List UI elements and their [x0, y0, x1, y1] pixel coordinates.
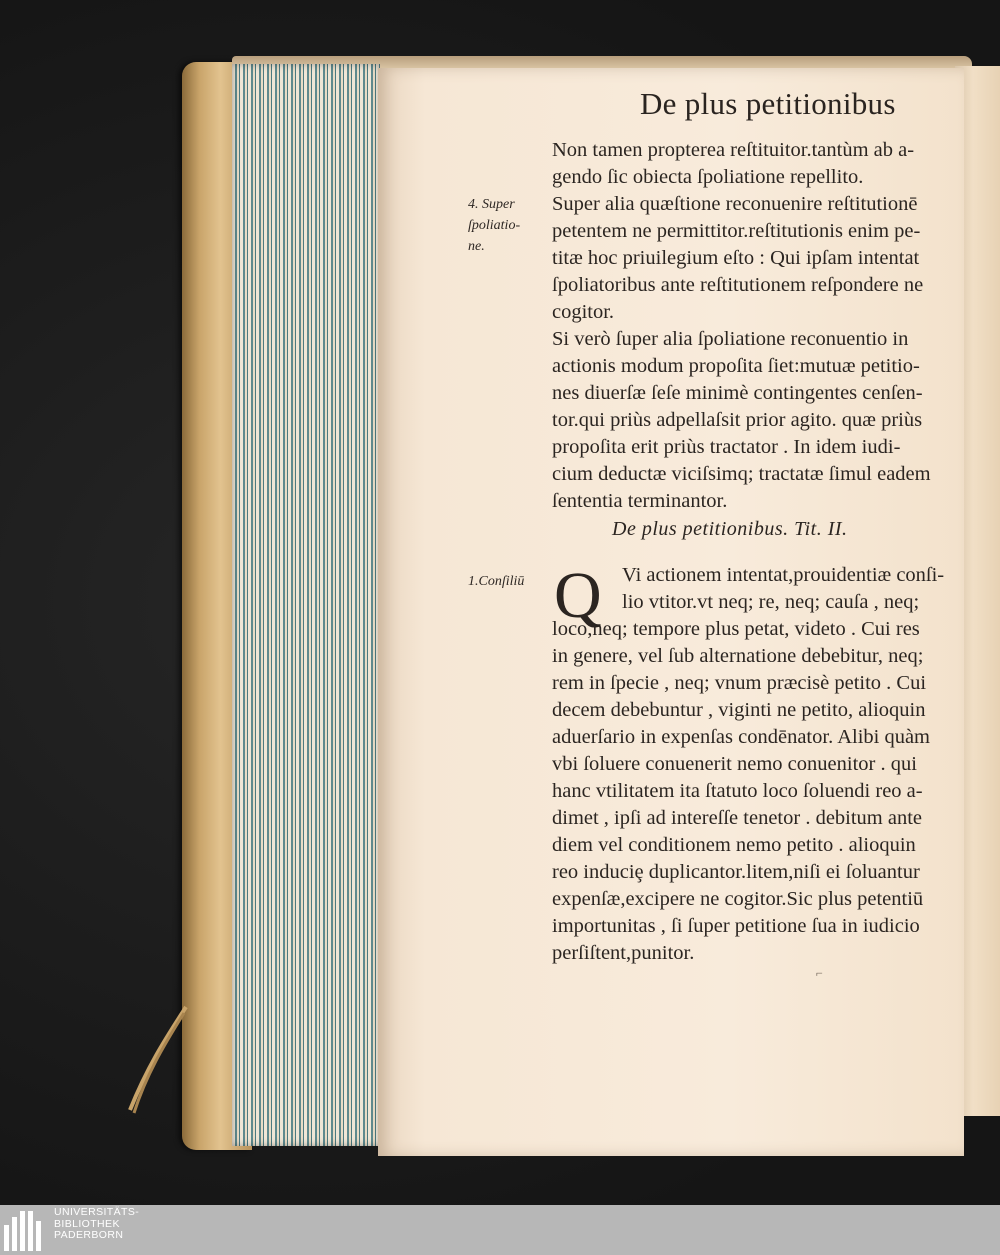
library-logo-icon: [4, 1209, 46, 1251]
library-name-line2: BIBLIOTHEK: [54, 1217, 120, 1230]
text-line: nes diuerſæ ſeſe minimè contingentes cenſen-: [552, 382, 923, 404]
text-line: reo induciȩ duplicantor.litem,niſi ei ſoluantur: [552, 861, 920, 883]
text-line: importunitas , ſi ſuper petitione ſua in iudicio: [552, 915, 920, 937]
bookmark-ribbon: [128, 1005, 188, 1115]
text-line: titæ hoc priuilegium eſto : Qui ipſam intentat: [552, 247, 920, 269]
text-line: diem vel conditionem nemo petito . alioquin: [552, 834, 916, 856]
text-line: aduerſario in expenſas condēnator. Alibi quàm: [552, 726, 930, 748]
text-line: dimet , ipſi ad intereſſe tenetor . debitum ante: [552, 807, 923, 829]
text-line: Si verò ſuper alia ſpoliatione reconuentio in: [552, 328, 909, 350]
margin-note-line: ſpoliatio-: [468, 218, 521, 233]
text-line: actionis modum propoſita ſiet:mutuæ petitio-: [552, 355, 920, 377]
text-line: ſpoliatoribus ante reſtitutionem reſpondere ne: [552, 274, 924, 296]
text-line: decem debebuntur , viginti ne petito, alioquin: [552, 699, 926, 721]
paragraph-block-1: [552, 137, 956, 515]
library-name-line1: UNIVERSITÄTS-: [54, 1206, 140, 1218]
text-line: hanc vtilitatem ita ſtatuto loco ſoluendi reo a-: [552, 780, 923, 802]
text-line: petentem ne permittitor.reſtitutionis enim pe-: [552, 220, 921, 242]
drop-cap-initial: Q: [554, 559, 602, 632]
text-line: in genere, vel ſub alternatione debebitur, neq;: [552, 645, 924, 667]
library-name: [54, 1207, 139, 1242]
text-line: expenſæ,excipere ne cogitor.Sic plus petentiū: [552, 888, 924, 910]
text-line: vbi ſoluere conuenerit nemo conuenitor . qui: [552, 753, 917, 775]
library-name-line3: PADERBORN: [54, 1229, 124, 1241]
section-title: De plus petitionibus. Tit. II.: [612, 518, 848, 540]
text-line: lio vtitor.vt neq; re, neq; cauſa , neq;: [622, 591, 920, 613]
running-head: De plus petitionibus: [640, 86, 896, 121]
text-line: ſententia terminantor.: [552, 490, 728, 512]
margin-note-consilium: 1.Conſiliū: [468, 574, 525, 589]
text-line: loco,neq; tempore plus petat, videto . Cui res: [552, 618, 920, 640]
margin-note-line: ne.: [468, 239, 485, 254]
margin-note-super-spoliatione: [468, 194, 520, 257]
text-line: Vi actionem intentat,prouidentiæ conſi-: [622, 564, 945, 586]
text-line: tor.qui priùs adpellaſsit prior agito. quæ priùs: [552, 409, 923, 431]
text-line: rem in ſpecie , neq; vnum præcisè petito . Cui: [552, 672, 927, 694]
footer-bar: [0, 1205, 1000, 1255]
text-line: cium deductæ viciſsimq; tractatæ ſimul eadem: [552, 463, 931, 485]
text-line: Super alia quæſtione reconuenire reſtitutionē: [552, 193, 918, 215]
text-line: perſiſtent,punitor.: [552, 942, 695, 964]
paragraph-block-2: [552, 559, 956, 967]
margin-note-line: 4. Super: [468, 197, 515, 212]
page-edges-stack: [232, 64, 380, 1146]
text-line: gendo ſic obiecta ſpoliatione repellito.: [552, 166, 864, 188]
page-mark: ⌐: [816, 966, 823, 980]
text-line: propoſita erit priùs tractator . In idem iudi-: [552, 436, 901, 458]
text-line: Non tamen propterea reſtituitor.tantùm ab a-: [552, 139, 915, 161]
text-line: cogitor.: [552, 301, 615, 323]
